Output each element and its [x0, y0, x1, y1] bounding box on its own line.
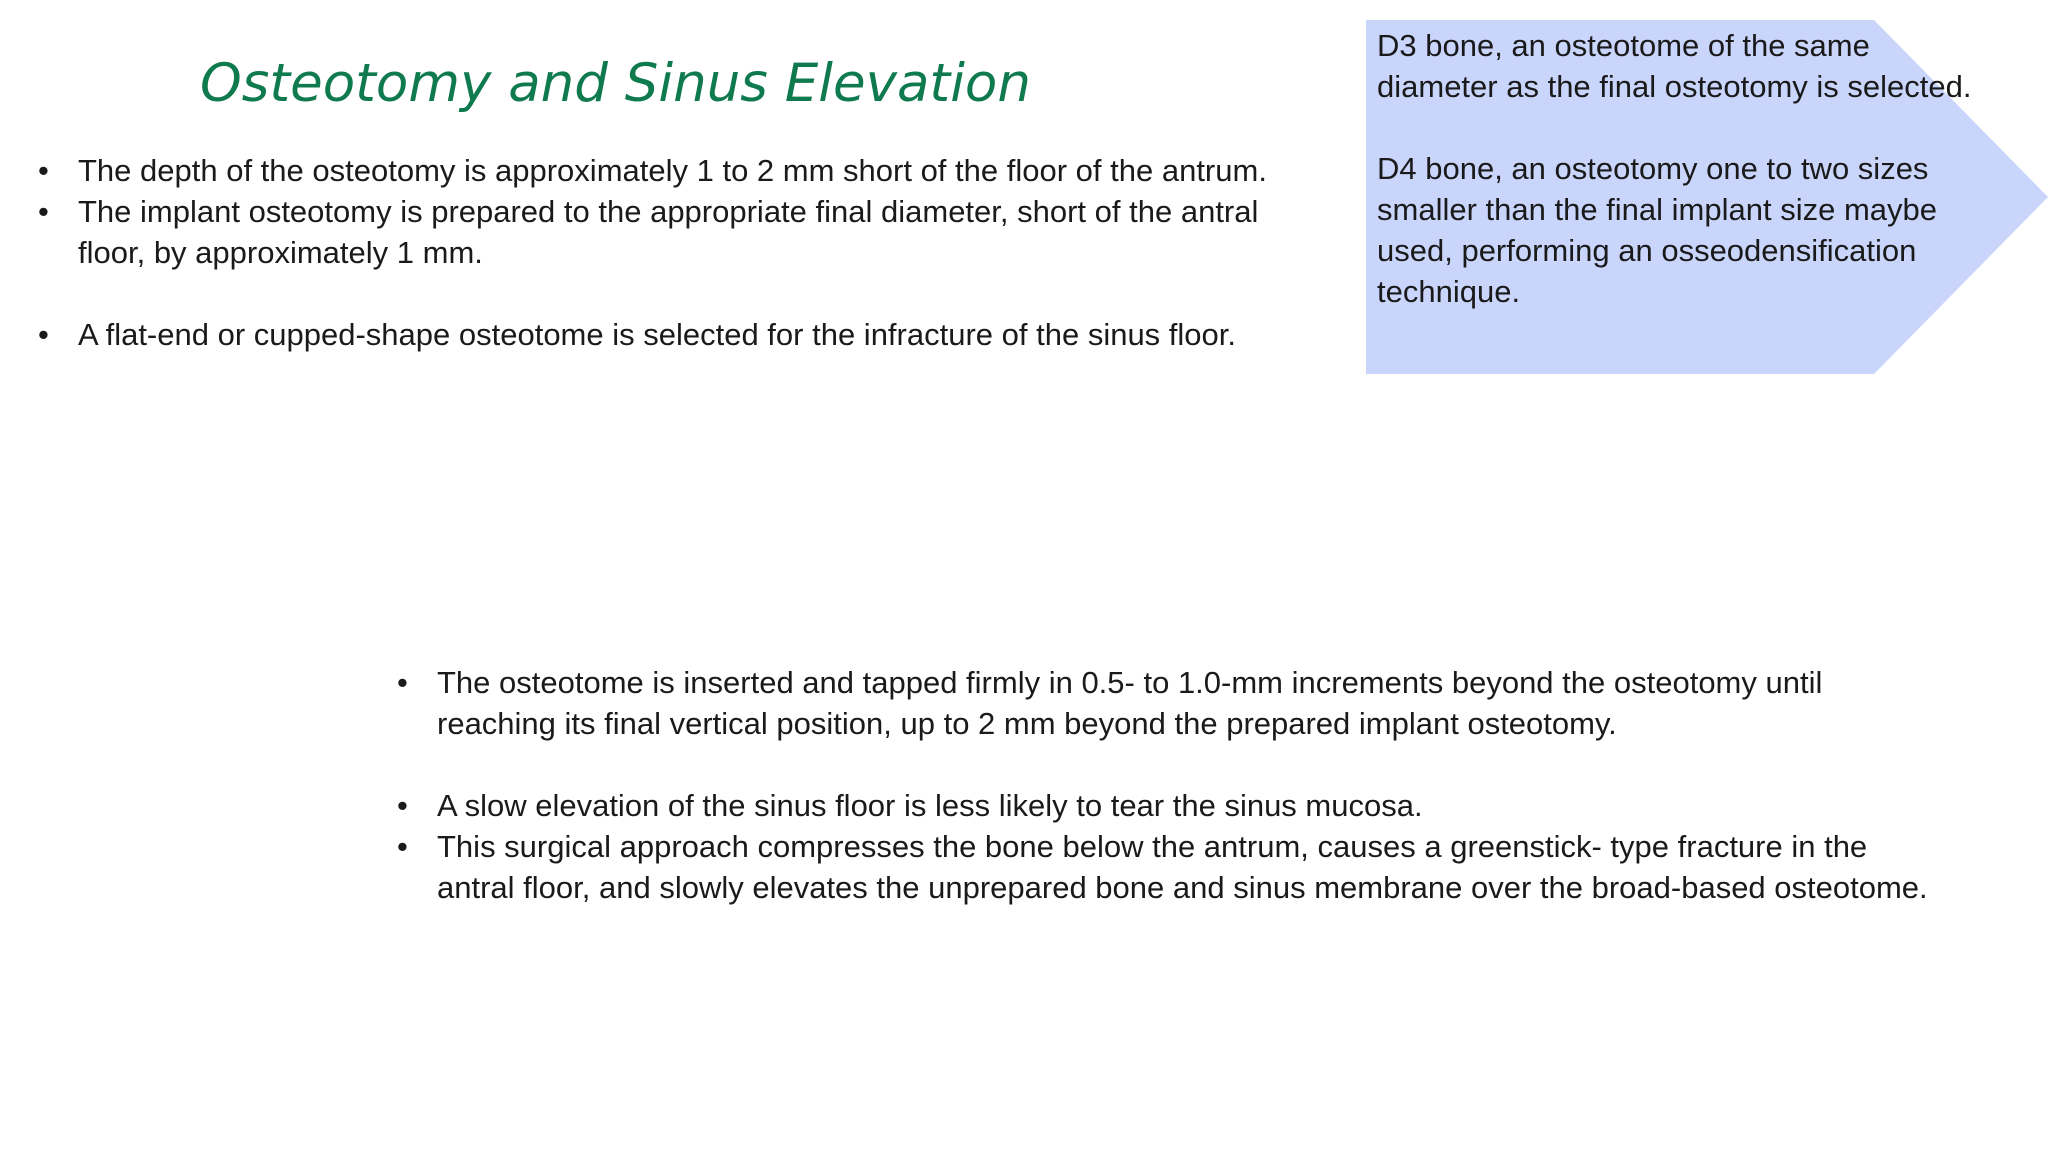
- bullet-osteotome-selection: • A flat-end or cupped-shape osteotome is selected for the infracture of the sinus floor.: [38, 314, 1308, 355]
- bullet-slow-elevation: • A slow elevation of the sinus floor is less likely to tear the sinus mucosa.: [397, 785, 1937, 826]
- top-bullet-list: [38, 150, 1308, 355]
- callout-paragraph-d4: D4 bone, an osteotomy one to two sizes smaller than the final implant size maybe used, performing an osseodensification technique.: [1377, 151, 1937, 309]
- slide-title: Osteotomy and Sinus Elevation: [200, 53, 1031, 114]
- bullet-surgical-approach: • This surgical approach compresses the bone below the antrum, causes a greenstick- type fracture in the antral floor, and slowly elevates the unprepared bone and sinus membrane over the broad-based osteotome.: [397, 826, 1937, 908]
- callout-paragraph-d3: D3 bone, an osteotome of the same diameter as the final osteotomy is selected.: [1377, 28, 1972, 104]
- bullet-osteotome-insertion: • The osteotome is inserted and tapped firmly in 0.5- to 1.0-mm increments beyond the osteotomy until reaching its final vertical position, up to 2 mm beyond the prepared implant osteotomy.: [397, 662, 1937, 744]
- bullet-osteotomy-depth: • The depth of the osteotomy is approximately 1 to 2 mm short of the floor of the antrum.: [38, 150, 1308, 191]
- bullet-osteotomy-diameter: • The implant osteotomy is prepared to the appropriate final diameter, short of the antral floor, by approximately 1 mm.: [38, 191, 1308, 273]
- bottom-bullet-list: [397, 662, 1937, 908]
- bone-density-callout: [1366, 20, 2048, 374]
- callout-text: [1377, 25, 1977, 312]
